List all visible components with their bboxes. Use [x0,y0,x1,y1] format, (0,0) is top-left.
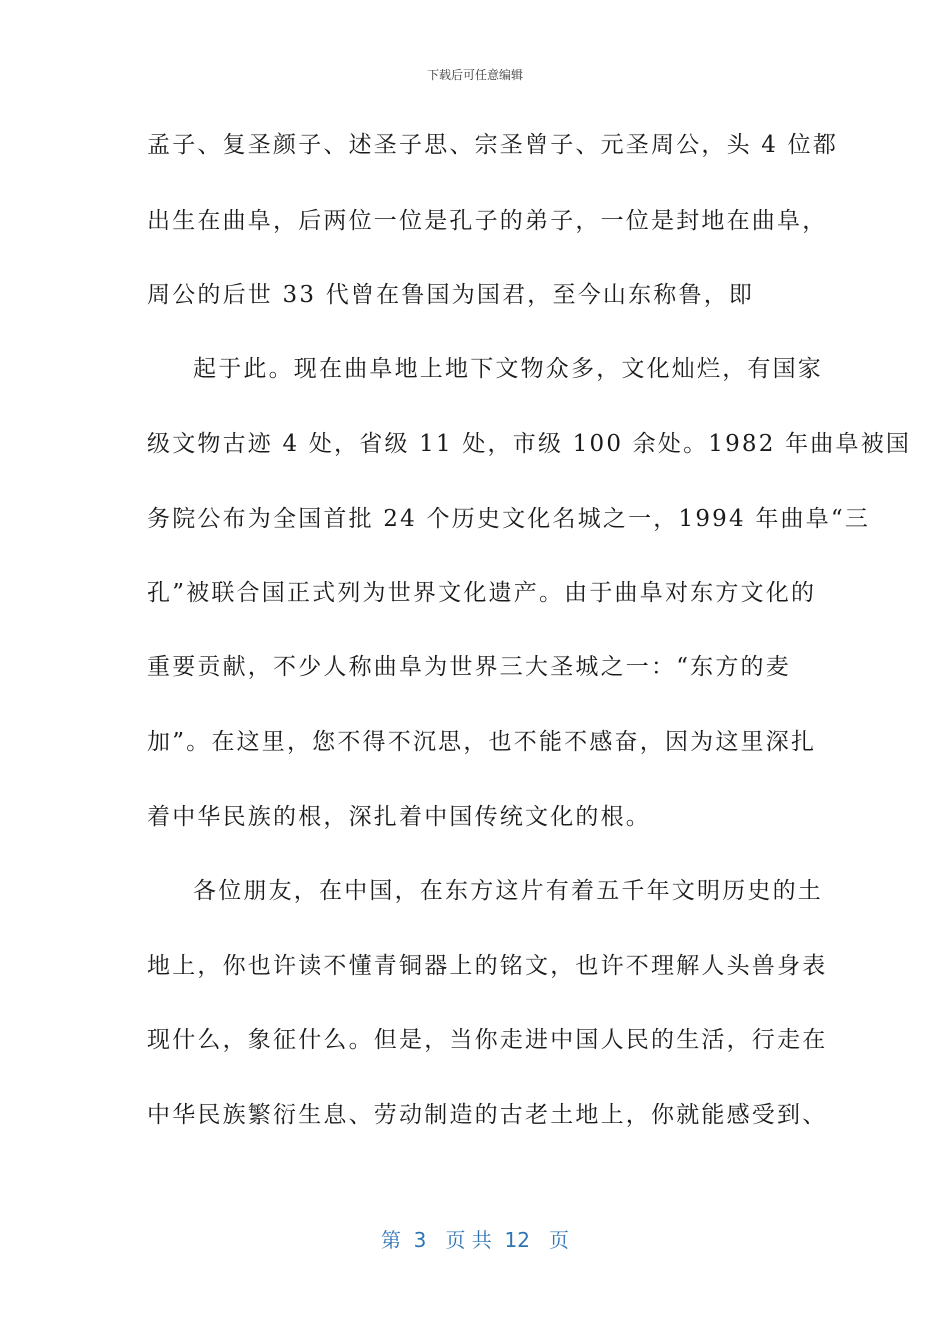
text-line: 地上，你也许读不懂青铜器上的铭文，也许不理解人头兽身表 [147,953,828,979]
text-line: 现什么，象征什么。但是，当你走进中国人民的生活，行走在 [147,1027,828,1053]
text-line: 加”。在这里，您不得不沉思，也不能不感奋，因为这里深扎 [147,729,817,755]
text-line: 中华民族繁衍生息、劳动制造的古老土地上，你就能感受到、 [147,1102,828,1128]
text-line: 级文物古迹 4 处，省级 11 处，市级 100 余处。1982 年曲阜被国 [147,431,912,457]
text-line: 出生在曲阜，后两位一位是孔子的弟子，一位是封地在曲阜， [147,208,828,234]
text-line: 着中华民族的根，深扎着中国传统文化的根。 [147,804,651,830]
text-line: 务院公布为全国首批 24 个历史文化名城之一，1994 年曲阜“三 [147,506,871,532]
page-header: 下载后可任意编辑 [426,68,523,82]
paragraph-first-line: 起于此。现在曲阜地上地下文物众多，文化灿烂，有国家 [193,356,823,382]
page-number-footer: 第 3 页 共 12 页 [380,1228,570,1252]
text-line: 孟子、复圣颜子、述圣子思、宗圣曾子、元圣周公，头 4 位都 [147,132,839,158]
paragraph-first-line: 各位朋友，在中国，在东方这片有着五千年文明历史的土 [193,878,823,904]
text-line: 周公的后世 33 代曾在鲁国为国君，至今山东称鲁，即 [147,282,755,308]
text-line: 重要贡献，不少人称曲阜为世界三大圣城之一：“东方的麦 [147,654,791,680]
text-line: 孔”被联合国正式列为世界文化遗产。由于曲阜对东方文化的 [147,580,817,606]
